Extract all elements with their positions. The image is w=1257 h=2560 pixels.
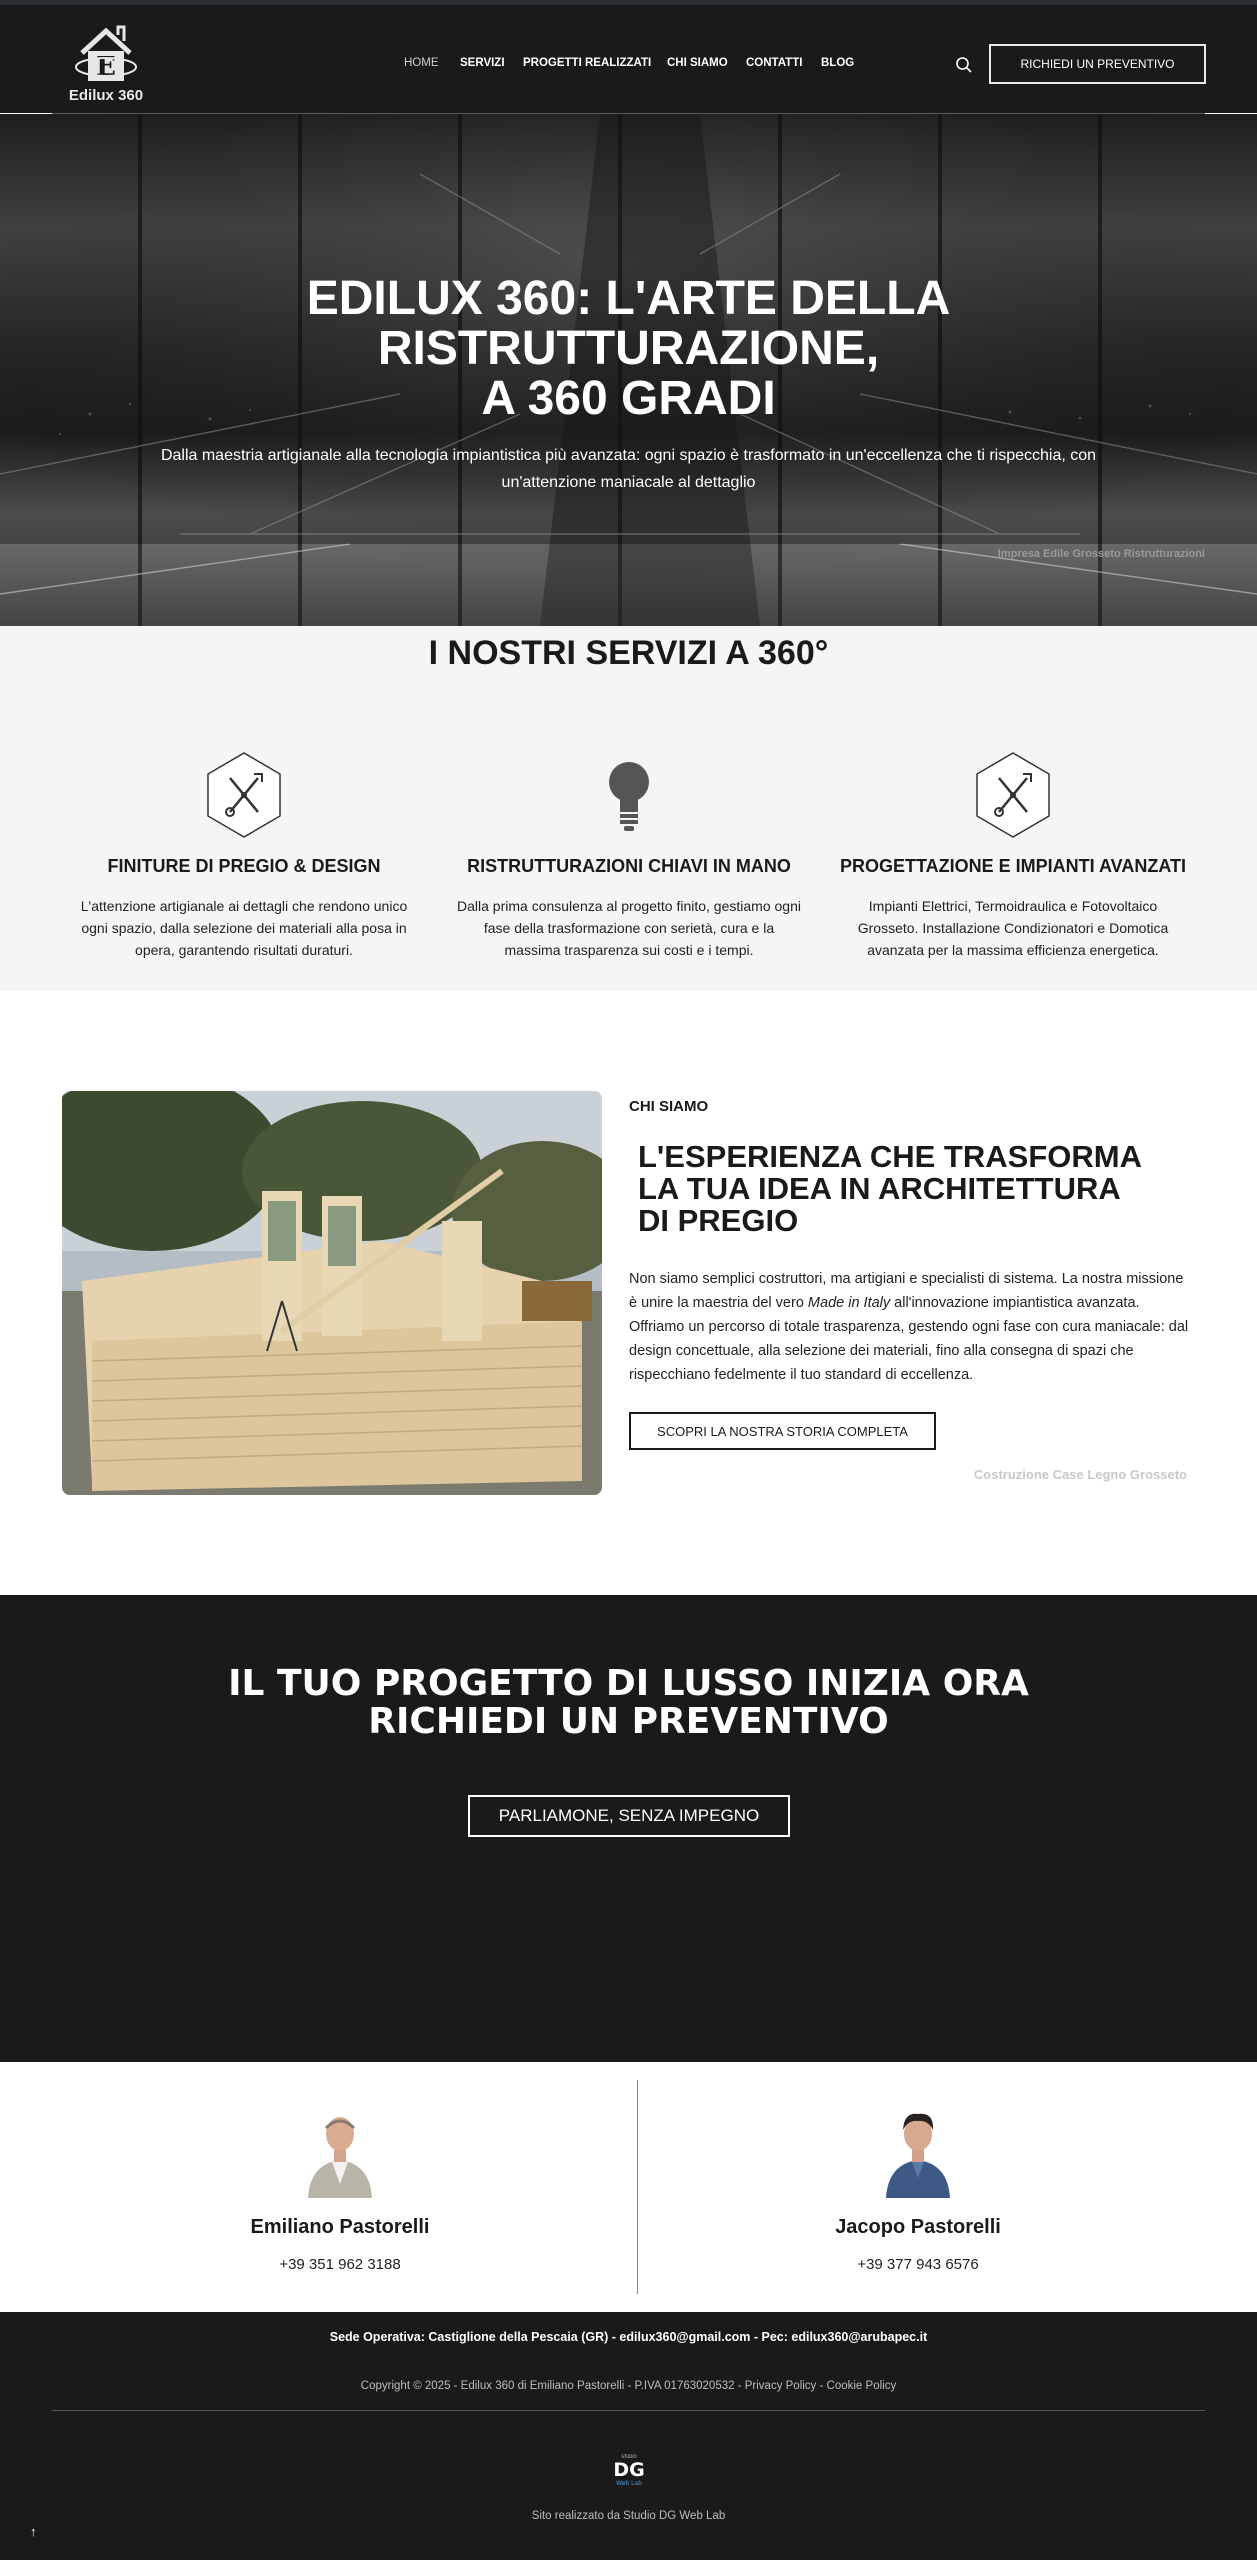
service-title: PROGETTAZIONE E IMPIANTI AVANZATI xyxy=(840,856,1186,876)
about-label: CHI SIAMO xyxy=(629,1098,709,1115)
service-card-progettazione xyxy=(828,750,1198,961)
logo-house-icon xyxy=(68,23,144,87)
service-card-finiture xyxy=(59,750,429,961)
about-photo-wooden-house xyxy=(62,1091,602,1495)
about-image-credit: Costruzione Case Legno Grosseto xyxy=(973,1467,1187,1482)
footer-copyright: Copyright © 2025 - Edilux 360 di Emiliano Pastorelli - P.IVA 01763020532 - Privacy Policy - Cookie Policy xyxy=(360,2380,897,2392)
hero-subtitle: Dalla maestria artigianale alla tecnologia impiantistica più avanzata: ogni spazio è trasformato in un'eccellenza che ti rispecchia, con un'attenzione maniacale al dettaglio xyxy=(160,447,1097,491)
nav-contatti[interactable]: CONTATTI xyxy=(746,57,803,69)
service-text: Impianti Elettrici, Termoidraulica e Fotovoltaico Grosseto. Installazione Condizionatori e Domotica avanzata per la massima efficienza energetica. xyxy=(857,898,1169,958)
team-member-name: Emiliano Pastorelli xyxy=(250,2216,430,2238)
studio-dg-logo-top: STUDIO xyxy=(621,2454,637,2459)
services-title: I NOSTRI SERVIZI A 360° xyxy=(428,634,829,672)
about-text-emphasis: Made in Italy xyxy=(807,1295,891,1311)
about-section xyxy=(0,991,1257,1595)
team-member-name: Jacopo Pastorelli xyxy=(835,2216,1001,2238)
lightbulb-icon xyxy=(589,750,669,840)
studio-dg-logo-text: DG xyxy=(613,2459,645,2481)
avatar xyxy=(300,2098,380,2198)
svg-text:E: E xyxy=(96,52,116,82)
about-text xyxy=(629,1267,1195,1387)
site-logo[interactable] xyxy=(68,23,144,107)
footer-divider xyxy=(52,2410,1205,2411)
about-text-part: Non siamo semplici costruttori, ma artigiani e specialisti di sistema. La nostra missione è unire la maestria del vero xyxy=(629,1271,1184,1311)
logo-text: Edilux 360 xyxy=(68,87,144,104)
nav-blog[interactable]: BLOG xyxy=(821,57,855,69)
service-card-ristrutturazioni xyxy=(444,750,814,961)
cta-title xyxy=(0,1665,1257,1741)
nav-chi-siamo[interactable]: CHI SIAMO xyxy=(667,57,728,69)
story-button[interactable]: SCOPRI LA NOSTRA STORIA COMPLETA xyxy=(629,1412,936,1450)
site-footer xyxy=(0,2312,1257,2560)
nav-progetti[interactable]: PROGETTI REALIZZATI xyxy=(523,57,652,69)
team-member-jacopo xyxy=(668,2098,1168,2273)
tools-hexagon-icon xyxy=(204,750,284,840)
team-member-emiliano xyxy=(90,2098,590,2273)
hero-title-line-1: EDILUX 360: L'ARTE DELLA xyxy=(306,272,951,325)
cta-section xyxy=(0,1595,1257,2062)
hero-title xyxy=(0,274,1257,424)
about-title-line-1: L'ESPERIENZA CHE TRASFORMA xyxy=(638,1139,1142,1174)
hero-section xyxy=(0,114,1257,626)
hero-title-line-3: A 360 GRADI xyxy=(481,372,776,425)
nav-servizi[interactable]: SERVIZI xyxy=(460,57,505,69)
about-text-part: all'innovazione impiantistica avanzata. Offriamo un percorso di totale trasparenza, gestendo ogni fase con cura maniacale: dal design concettuale, alla selezione dei materiali, fino alla consegna di spazi che rispecchiano fedelmente il tuo standard di eccellenza. xyxy=(629,1295,1189,1383)
cta-title-line-2: RICHIEDI UN PREVENTIVO xyxy=(368,1701,889,1742)
service-text: Dalla prima consulenza al progetto finito, gestiamo ogni fase della trasformazione con serietà, cura e la massima trasparenza sui costi e i tempi. xyxy=(457,898,801,958)
services-section xyxy=(0,626,1257,991)
search-icon[interactable] xyxy=(955,56,973,74)
footer-credits[interactable]: Sito realizzato da Studio DG Web Lab xyxy=(531,2510,726,2522)
service-title: RISTRUTTURAZIONI CHIAVI IN MANO xyxy=(467,856,791,876)
tools-hexagon-icon xyxy=(973,750,1053,840)
avatar xyxy=(878,2098,958,2198)
team-member-phone[interactable]: +39 351 962 3188 xyxy=(279,2256,401,2273)
arrow-up-icon[interactable]: ↑ xyxy=(30,2524,37,2539)
studio-dg-logo-sub: Web Lab xyxy=(616,2480,642,2487)
studio-dg-logo[interactable] xyxy=(609,2453,649,2487)
about-title xyxy=(638,1141,1198,1237)
about-title-line-2: LA TUA IDEA IN ARCHITETTURA xyxy=(638,1171,1121,1206)
request-quote-button[interactable]: RICHIEDI UN PREVENTIVO xyxy=(989,44,1206,84)
site-header xyxy=(0,5,1257,113)
team-divider xyxy=(637,2080,638,2294)
cta-title-line-1: IL TUO PROGETTO DI LUSSO INIZIA ORA xyxy=(228,1663,1029,1704)
team-member-phone[interactable]: +39 377 943 6576 xyxy=(857,2256,979,2273)
hero-image-credit: Impresa Edile Grosseto Ristrutturazioni xyxy=(997,548,1205,560)
contact-button[interactable]: PARLIAMONE, SENZA IMPEGNO xyxy=(468,1795,790,1837)
footer-address: Sede Operativa: Castiglione della Pescaia (GR) - edilux360@gmail.com - Pec: edilux360@arubapec.it xyxy=(329,2330,928,2344)
about-title-line-3: DI PREGIO xyxy=(638,1203,799,1238)
hero-title-line-2: RISTRUTTURAZIONE, xyxy=(377,322,880,375)
nav-home[interactable]: HOME xyxy=(404,57,439,69)
service-text: L'attenzione artigianale ai dettagli che rendono unico ogni spazio, dalla selezione dei materiali alla posa in opera, garantendo risultati duraturi. xyxy=(80,898,408,958)
service-title: FINITURE DI PREGIO & DESIGN xyxy=(107,856,381,876)
team-section xyxy=(0,2062,1257,2312)
